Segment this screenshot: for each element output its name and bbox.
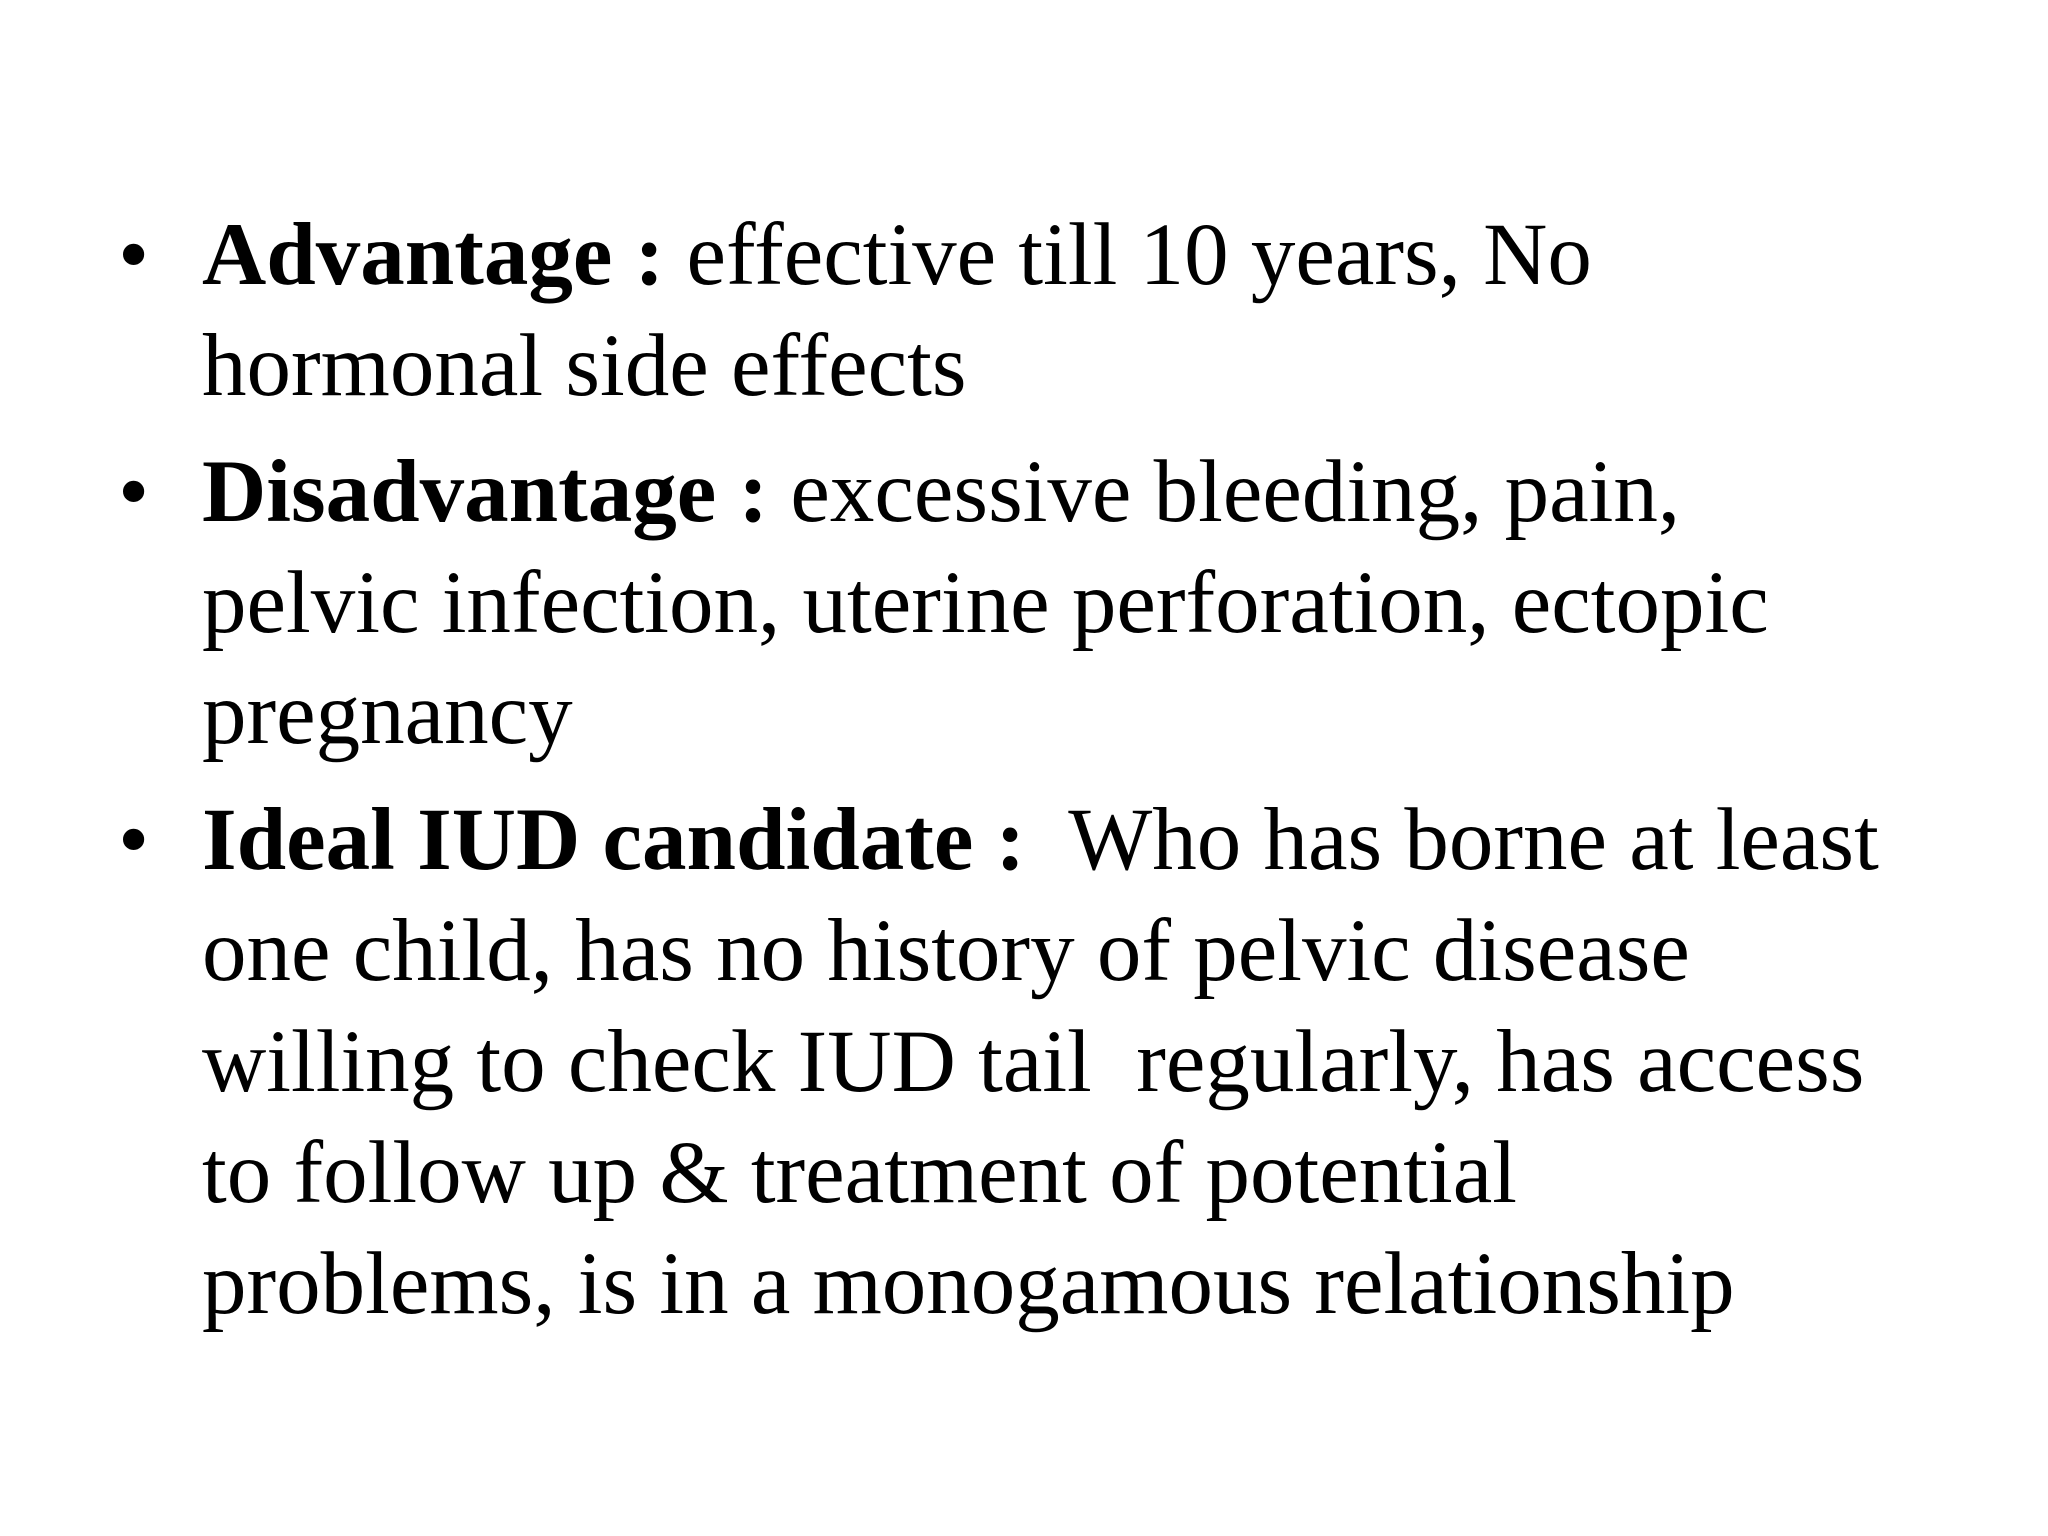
bullet-dot-icon: • <box>118 791 150 889</box>
bullet-line <box>202 437 1998 548</box>
bullet-line: pelvic infection, uterine perforation, ectopic <box>202 554 1769 652</box>
bullet-dot-icon: • <box>118 443 150 541</box>
bullet-line: pregnancy <box>202 665 573 763</box>
bullet-text: excessive bleeding, pain, <box>768 443 1681 541</box>
bullet-text: Who has borne at least <box>1025 791 1879 889</box>
bullet-dot-icon: • <box>118 206 150 304</box>
bullet-disadvantage <box>118 437 1998 770</box>
bullet-term: Ideal IUD candidate : <box>202 791 1026 889</box>
bullet-line: problems, is in a monogamous relationship <box>202 1235 1735 1333</box>
bullet-line: one child, has no history of pelvic disease <box>202 902 1690 1000</box>
bullet-advantage <box>118 200 1998 422</box>
bullet-text: effective till 10 years, No <box>664 206 1592 304</box>
bullet-line: to follow up & treatment of potential <box>202 1124 1517 1222</box>
bullet-list <box>118 200 1998 1355</box>
bullet-line: hormonal side effects <box>202 317 967 415</box>
bullet-term: Disadvantage : <box>202 443 769 541</box>
bullet-term: Advantage : <box>202 206 665 304</box>
bullet-ideal-candidate <box>118 785 1998 1340</box>
bullet-line <box>202 785 1998 896</box>
bullet-line <box>202 200 1998 311</box>
bullet-line: willing to check IUD tail regularly, has access <box>202 1013 1865 1111</box>
